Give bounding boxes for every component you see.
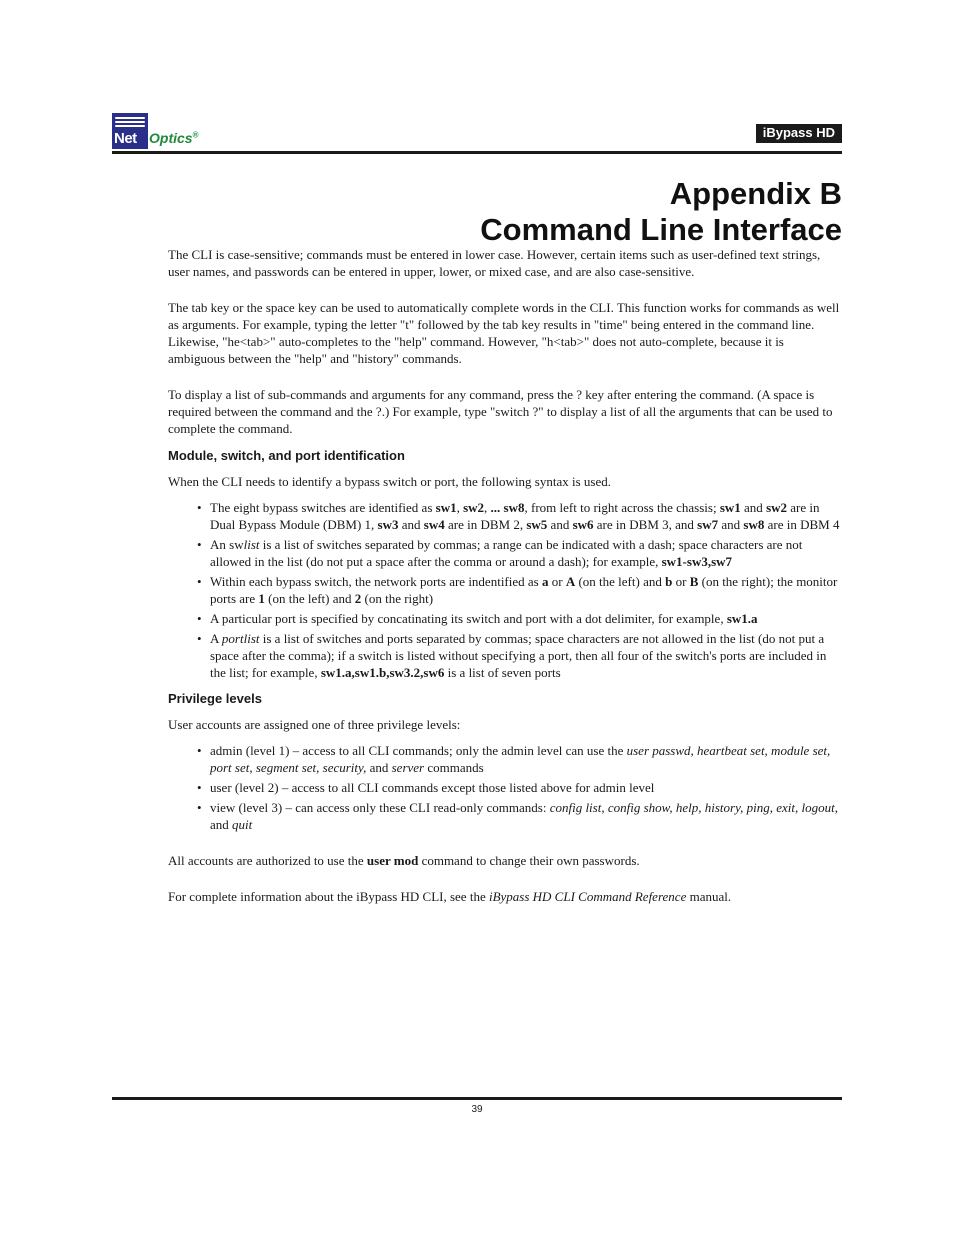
logo-optics-text: Optics® [149,130,199,146]
intro-paragraph-3: To display a list of sub-commands and arguments for any command, press the ? key after entering the command. (A space is required between the command and the ?.) For example, type "switch ?" to display a list of all the arguments that can be used to complete the command. [168,387,833,436]
intro-paragraph-1: The CLI is case-sensitive; commands must be entered in lower case. However, certain items such as user-defined text strings, user names, and passwords can be entered in upper, lower, or mixed case, and are also case-sensitive. [168,247,821,279]
header-rule [112,151,842,154]
module-section-lead: When the CLI needs to identify a bypass switch or port, the following syntax is used. [168,474,612,489]
logo-mark-icon [112,113,148,149]
logo-net-text: Net [114,130,137,147]
body-content [168,246,843,924]
module-section-heading: Module, switch, and port identification [168,448,405,463]
list-item: • A portlist is a list of switches and ports separated by commas; space characters are not allowed in the list (do not put a space after the comma); if a switch is listed without specifying a port, then all four of the switch's ports are included in the list; for example, sw1.a,sw1.b,sw3.2,sw6 is a list of seven ports [210,630,843,681]
list-item: • admin (level 1) – access to all CLI commands; only the admin level can use the user passwd, heartbeat set, module set, port set, segment set, security, and server commands [210,742,843,776]
product-tag: iBypass HD [756,124,842,143]
list-item: • An swlist is a list of switches separated by commas; a range can be indicated with a dash; space characters are not allowed in the list (do not put a space after the comma or around a dash); for example, sw1-sw3,sw7 [210,536,843,570]
footer-rule [112,1097,842,1100]
privilege-section-heading: Privilege levels [168,691,262,706]
privilege-bullet-list [168,742,843,833]
page-number: 39 [471,1104,483,1115]
list-item: • The eight bypass switches are identified as sw1, sw2, ... sw8, from left to right across the chassis; sw1 and sw2 are in Dual Bypass Module (DBM) 1, sw3 and sw4 are in DBM 2, sw5 and sw6 are in DBM 3, and sw7 and sw8 are in DBM 4 [210,499,843,533]
list-item: • view (level 3) – can access only these CLI read-only commands: config list, config show, help, history, ping, exit, logout, and quit [210,799,843,833]
page-title [480,176,842,248]
title-line-2: Command Line Interface [480,212,842,247]
module-bullet-list [168,499,843,681]
intro-paragraph-2: The tab key or the space key can be used to automatically complete words in the CLI. This function works for commands as well as arguments. For example, typing the letter "t" followed by the tab key results in "time" being entered in the command line. Likewise, "he<tab>" auto-completes to the "help" command. However, "h<tab>" does not auto-complete, because it is ambiguous between the "help" and "history" commands. [168,300,840,366]
list-item: • user (level 2) – access to all CLI commands except those listed above for admin level [210,779,843,796]
list-item: • A particular port is specified by concatinating its switch and port with a dot delimiter, for example, sw1.a [210,610,843,627]
privilege-section-lead: User accounts are assigned one of three privilege levels: [168,717,461,732]
logo-registered-mark: ® [192,130,199,140]
title-line-1: Appendix B [669,176,842,211]
closing-paragraph-2: For complete information about the iBypass HD CLI, see the iBypass HD CLI Command Reference manual. [168,889,732,904]
list-item: • Within each bypass switch, the network ports are indentified as a or A (on the left) and b or B (on the right); the monitor ports are 1 (on the left) and 2 (on the right) [210,573,843,607]
closing-paragraph-1: All accounts are authorized to use the user mod command to change their own passwords. [168,853,640,868]
net-optics-logo [112,113,212,149]
